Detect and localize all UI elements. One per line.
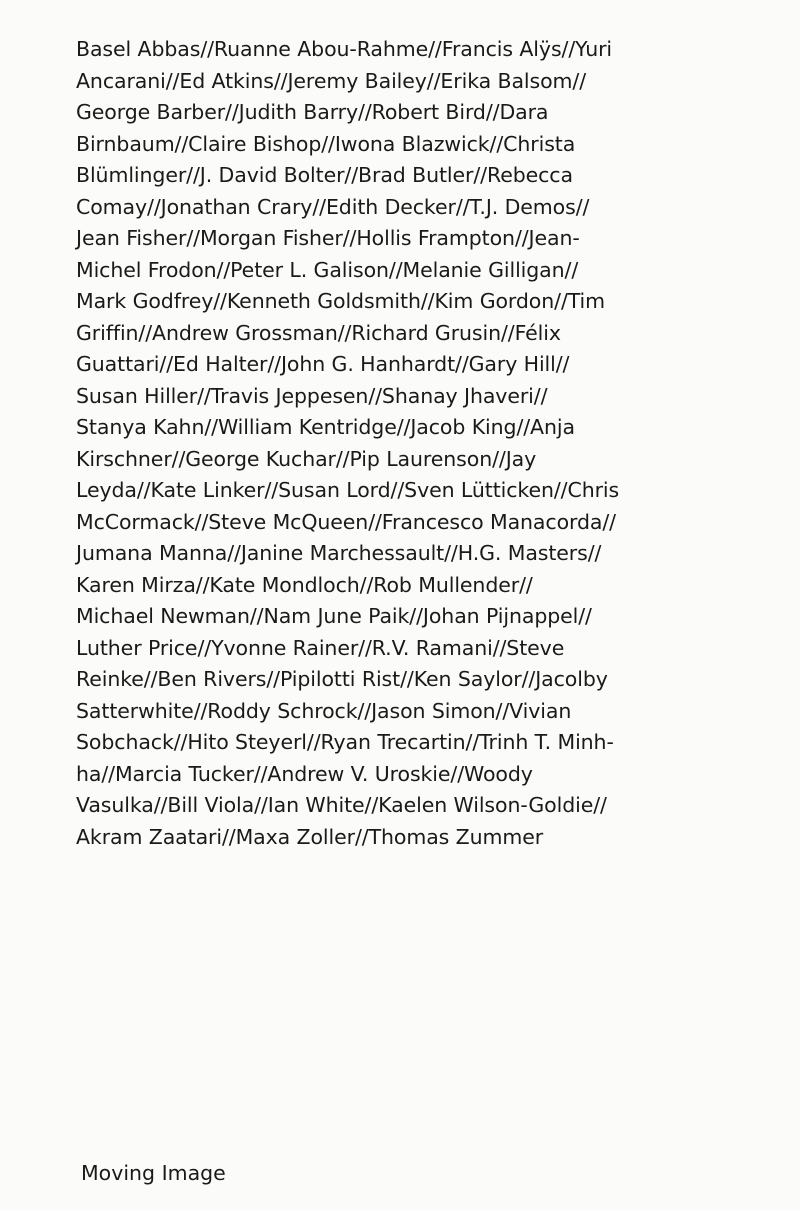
contributor-line: Michel Frodon//Peter L. Galison//Melanie Gilligan// bbox=[76, 257, 579, 282]
contributor-line: George Barber//Judith Barry//Robert Bird//Dara bbox=[76, 100, 549, 124]
contributor-line: Reinke//Ben Rivers//Pipilotti Rist//Ken Saylor//Jacolby bbox=[76, 667, 608, 691]
contributor-line: ha//Marcia Tucker//Andrew V. Uroskie//Woody bbox=[76, 761, 533, 786]
contributor-line: Comay//Jonathan Crary//Edith Decker//T.J. Demos// bbox=[76, 194, 590, 219]
contributor-line: Ancarani//Ed Atkins//Jeremy Bailey//Erika Balsom// bbox=[76, 68, 587, 93]
contributor-line: Luther Price//Yvonne Rainer//R.V. Ramani//Steve bbox=[76, 635, 565, 660]
contributor-line: Jean Fisher//Morgan Fisher//Hollis Frampton//Jean- bbox=[76, 226, 580, 250]
contributor-line: Susan Hiller//Travis Jeppesen//Shanay Jhaveri// bbox=[76, 383, 548, 408]
contributor-line: Kirschner//George Kuchar//Pip Laurenson//Jay bbox=[76, 446, 537, 471]
contributor-line: Leyda//Kate Linker//Susan Lord//Sven Lütticken//Chris bbox=[76, 478, 620, 502]
contributor-line: Vasulka//Bill Viola//Ian White//Kaelen Wilson-Goldie// bbox=[76, 793, 607, 817]
contributor-line: Stanya Kahn//William Kentridge//Jacob King//Anja bbox=[76, 415, 575, 439]
contributor-line: Mark Godfrey//Kenneth Goldsmith//Kim Gordon//Tim bbox=[76, 289, 606, 313]
contributor-line: Michael Newman//Nam June Paik//Johan Pijnappel// bbox=[76, 604, 592, 628]
contributor-line: Akram Zaatari//Maxa Zoller//Thomas Zummer bbox=[76, 824, 544, 849]
book-title: Moving Image bbox=[81, 1161, 226, 1185]
contributor-list bbox=[76, 34, 776, 853]
contributor-line: McCormack//Steve McQueen//Francesco Manacorda// bbox=[76, 509, 616, 534]
contributor-line: Jumana Manna//Janine Marchessault//H.G. Masters// bbox=[76, 541, 602, 565]
contributor-line: Guattari//Ed Halter//John G. Hanhardt//Gary Hill// bbox=[76, 352, 570, 376]
contributor-line: Blümlinger//J. David Bolter//Brad Butler//Rebecca bbox=[76, 163, 573, 187]
contributor-line: Birnbaum//Claire Bishop//Iwona Blazwick//Christa bbox=[76, 131, 576, 156]
contributor-line: Satterwhite//Roddy Schrock//Jason Simon//Vivian bbox=[76, 698, 572, 723]
contributor-line: Griffin//Andrew Grossman//Richard Grusin//Félix bbox=[76, 320, 561, 345]
contributor-line: Karen Mirza//Kate Mondloch//Rob Mullender// bbox=[76, 572, 533, 597]
contributor-line: Sobchack//Hito Steyerl//Ryan Trecartin//Trinh T. Minh- bbox=[76, 730, 614, 754]
contributor-line: Basel Abbas//Ruanne Abou-Rahme//Francis Alÿs//Yuri bbox=[76, 37, 613, 61]
